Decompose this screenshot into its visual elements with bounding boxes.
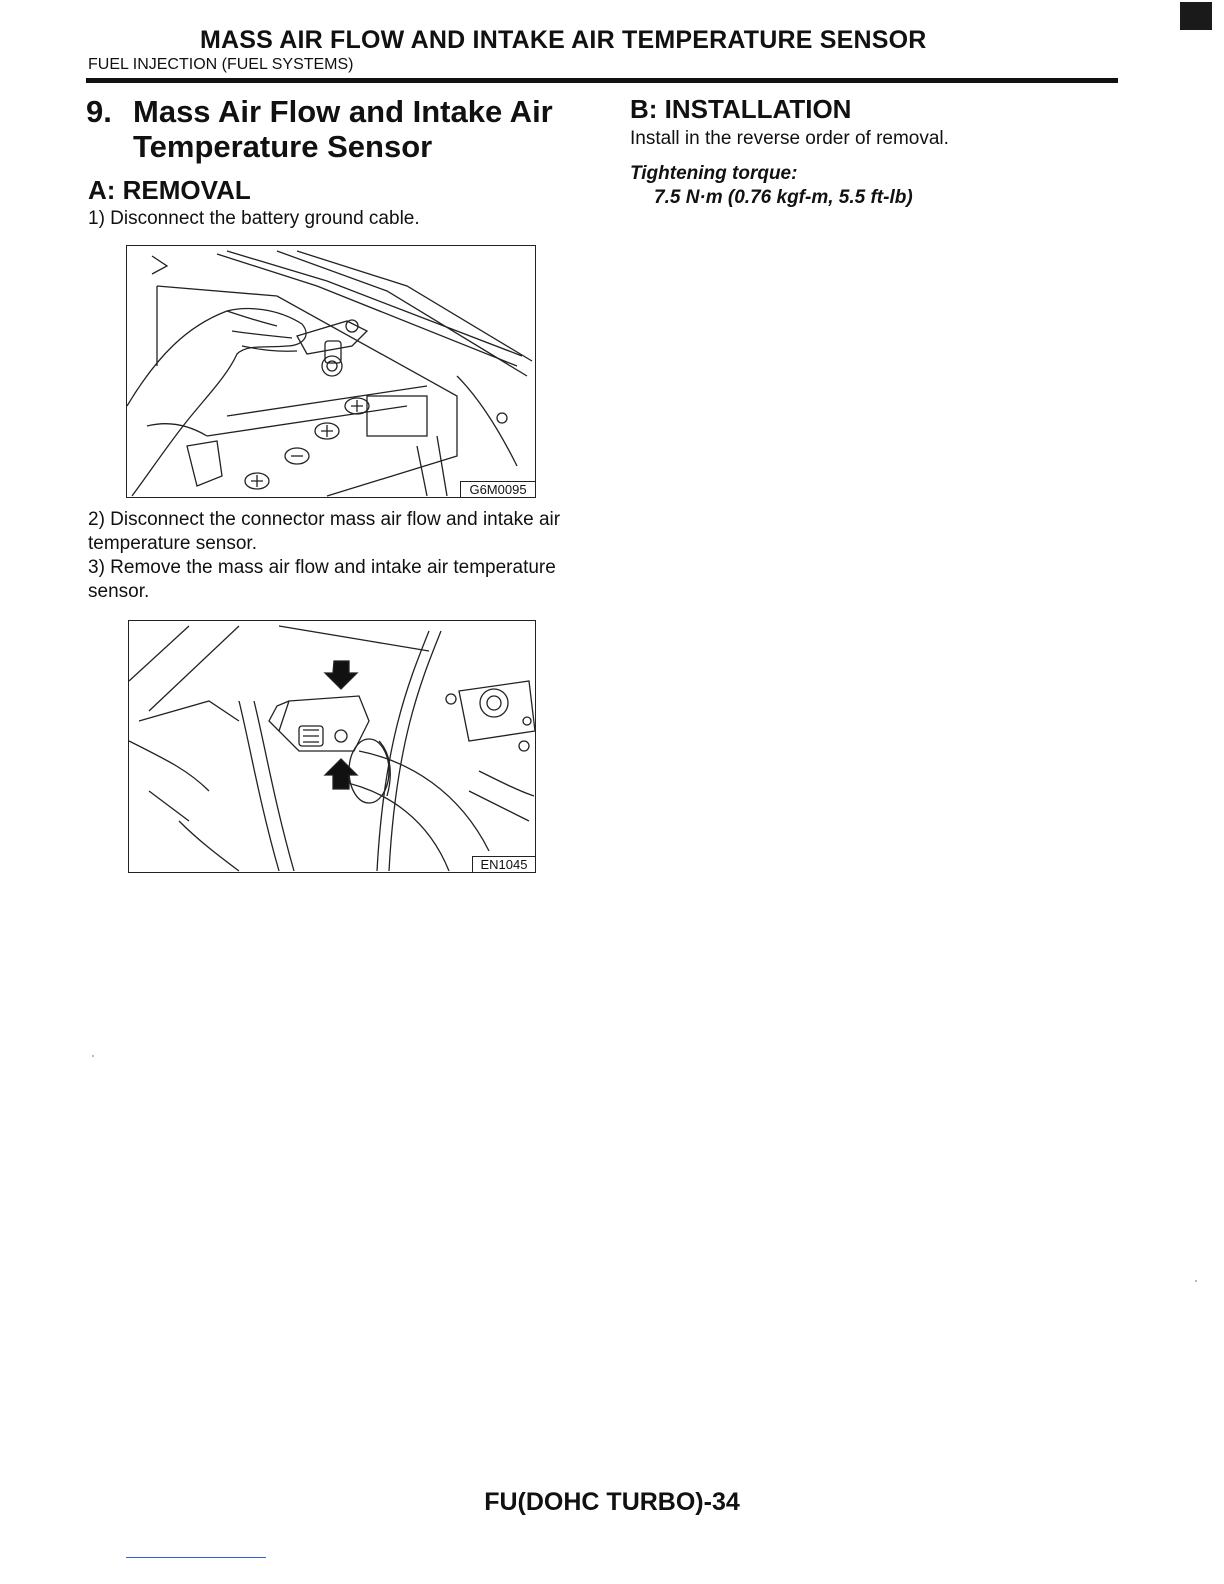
figure-code-g6m0095: G6M0095 bbox=[460, 481, 535, 497]
torque-value: 7.5 N·m (0.76 kgf-m, 5.5 ft-lb) bbox=[654, 187, 913, 208]
section-number: 9. bbox=[86, 94, 112, 129]
page-header-title: MASS AIR FLOW AND INTAKE AIR TEMPERATURE SENSOR bbox=[200, 26, 927, 54]
installation-heading: B: INSTALLATION bbox=[630, 94, 852, 124]
header-rule bbox=[86, 78, 1118, 83]
torque-label: Tightening torque: bbox=[630, 163, 798, 184]
footer-link-line bbox=[126, 1557, 266, 1558]
figure-battery-ground-cable bbox=[126, 245, 536, 498]
corner-scan-mark bbox=[1180, 2, 1212, 30]
removal-step-3: 3) Remove the mass air flow and intake air temperature sensor. bbox=[88, 557, 556, 602]
page-header-subtitle: FUEL INJECTION (FUEL SYSTEMS) bbox=[88, 56, 354, 73]
scan-speck bbox=[92, 1055, 94, 1057]
battery-ground-cable-illustration bbox=[127, 246, 535, 497]
page-footer-label: FU(DOHC TURBO)-34 bbox=[484, 1488, 740, 1516]
removal-heading: A: REMOVAL bbox=[88, 175, 251, 205]
removal-step-1: 1) Disconnect the battery ground cable. bbox=[88, 208, 420, 229]
section-title: Mass Air Flow and Intake Air Temperature Sensor bbox=[133, 94, 553, 164]
mass-air-flow-sensor-illustration bbox=[129, 621, 535, 872]
figure-code-en1045: EN1045 bbox=[472, 856, 535, 872]
installation-text: Install in the reverse order of removal. bbox=[630, 128, 949, 149]
figure-mass-air-flow-sensor bbox=[128, 620, 536, 873]
removal-step-2: 2) Disconnect the connector mass air flow and intake air temperature sensor. bbox=[88, 509, 561, 554]
scan-speck bbox=[1195, 1280, 1197, 1282]
